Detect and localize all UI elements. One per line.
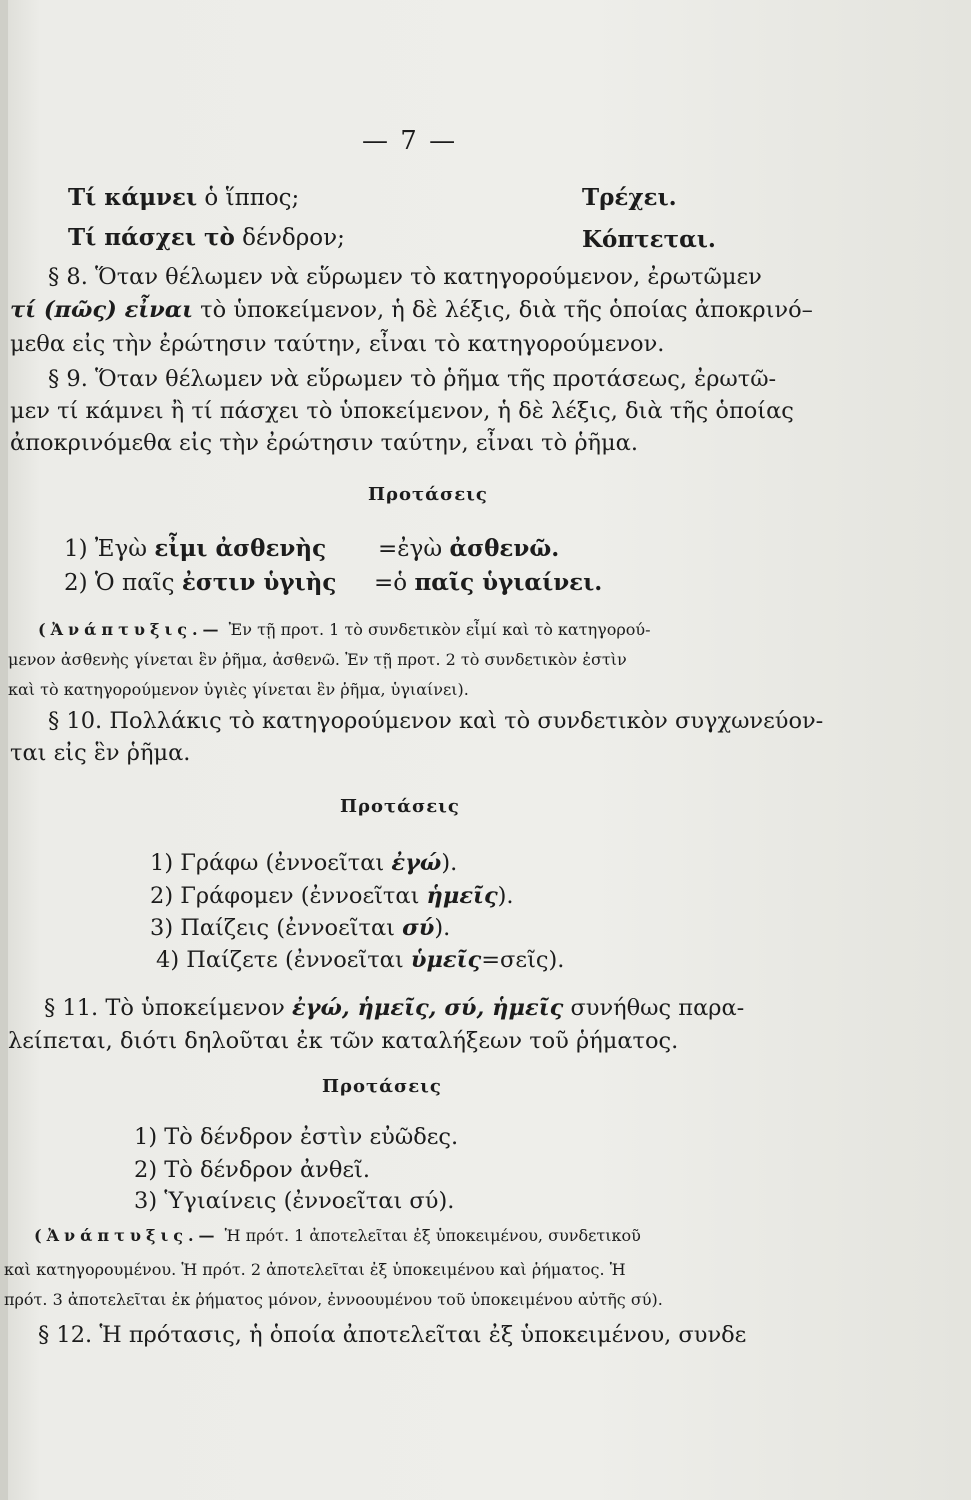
para11-line2: λείπεται, διότι δηλοῦται ἐκ τῶν καταλήξεων τοῦ ῥήματος. (8, 1028, 679, 1054)
example1-line2: 2) Ὁ παῖς ἐστιν ὑγιὴς (64, 569, 337, 596)
example1-line1-eq: =ἐγὼ ἀσθενῶ. (378, 535, 560, 562)
analysis1-line2: μενον ἀσθενὴς γίνεται ἓν ῥῆμα, ἀσθενῶ. Ἐν τῇ προτ. 2 τὸ συνδετικὸν ἐστὶν (8, 650, 627, 669)
example1-line2-eq: =ὁ παῖς ὑγιαίνει. (374, 569, 603, 596)
example1-line1: 1) Ἐγὼ εἶμι ἀσθενὴς (64, 535, 327, 562)
analysis1-line3: καὶ τὸ κατηγορούμενον ὑγιὲς γίνεται ἓν ῥῆμα, ὑγιαίνει). (8, 680, 469, 699)
example3-line2: 2) Τὸ δένδρον ἀνθεῖ. (134, 1157, 371, 1183)
para11-line1: § 11. Τὸ ὑποκείμενον ἐγώ, ἡμεῖς, σύ, ἡμεῖς συνήθως παρα- (44, 995, 745, 1021)
para9-line3: ἀποκρινόμεθα εἰς τὴν ἐρώτησιν ταύτην, εἶναι τὸ ῥῆμα. (10, 430, 638, 456)
para10-line2: ται εἰς ἓν ῥῆμα. (10, 740, 191, 766)
para8-line3: μεθα εἰς τὴν ἐρώτησιν ταύτην, εἶναι τὸ κατηγορούμενον. (10, 331, 665, 357)
analysis1-line1: (Ἀνάπτυξις.— Ἐν τῇ προτ. 1 τὸ συνδετικὸν εἶμί καὶ τὸ κατηγορού- (38, 620, 651, 639)
question-1: Τί κάμνει ὁ ἵππος; (68, 184, 300, 211)
example2-line1: 1) Γράφω (ἐννοεῖται ἐγώ). (150, 850, 458, 876)
heading-protaseis-1: Προτάσεις (368, 484, 488, 505)
analysis2-line2: καὶ κατηγορουμένου. Ἡ πρότ. 2 ἀποτελεῖται ἐξ ὑποκειμένου καὶ ῥήματος. Ἡ (4, 1260, 626, 1279)
para8-line1: § 8. Ὅταν θέλωμεν νὰ εὕρωμεν τὸ κατηγορούμενον, ἐρωτῶμεν (48, 264, 762, 290)
para8-line2: τί (πῶς) εἶναι τὸ ὑποκείμενον, ἡ δὲ λέξις, διὰ τῆς ὁποίας ἀποκρινό– (10, 297, 813, 323)
answer-2: Κόπτεται. (582, 226, 716, 253)
example2-line4: 4) Παίζετε (ἐννοεῖται ὑμεῖς=σεῖς). (156, 947, 565, 973)
question-2: Τί πάσχει τὸ δένδρον; (68, 224, 345, 251)
example2-line3: 3) Παίζεις (ἐννοεῖται σύ). (150, 915, 451, 941)
para12-line1: § 12. Ἡ πρότασις, ἡ ὁποία ἀποτελεῖται ἐξ ὑποκειμένου, συνδε (38, 1322, 747, 1348)
example2-line2: 2) Γράφομεν (ἐννοεῖται ἡμεῖς). (150, 883, 514, 909)
para9-line1: § 9. Ὅταν θέλωμεν νὰ εὕρωμεν τὸ ῥῆμα τῆς προτάσεως, ἐρωτῶ- (48, 366, 777, 392)
para9-line2: μεν τί κάμνει ἢ τί πάσχει τὸ ὑποκείμενον, ἡ δὲ λέξις, διὰ τῆς ὁποίας (10, 398, 794, 424)
analysis2-line1: (Ἀνάπτυξις.— Ἡ πρότ. 1 ἀποτελεῖται ἐξ ὑποκειμένου, συνδετικοῦ (34, 1226, 641, 1245)
para10-line1: § 10. Πολλάκις τὸ κατηγορούμενον καὶ τὸ συνδετικὸν συγχωνεύον- (48, 708, 824, 734)
heading-protaseis-2: Προτάσεις (340, 796, 460, 817)
heading-protaseis-3: Προτάσεις (322, 1076, 442, 1097)
example3-line3: 3) Ὑγιαίνεις (ἐννοεῖται σύ). (134, 1188, 455, 1214)
page-number: — 7 — (362, 126, 458, 156)
answer-1: Τρέχει. (582, 184, 677, 211)
example3-line1: 1) Τὸ δένδρον ἐστὶν εὐῶδες. (134, 1124, 459, 1150)
analysis2-line3: πρότ. 3 ἀποτελεῖται ἐκ ῥήματος μόνον, ἐννοουμένου τοῦ ὑποκειμένου αὐτῆς σύ). (4, 1290, 663, 1309)
